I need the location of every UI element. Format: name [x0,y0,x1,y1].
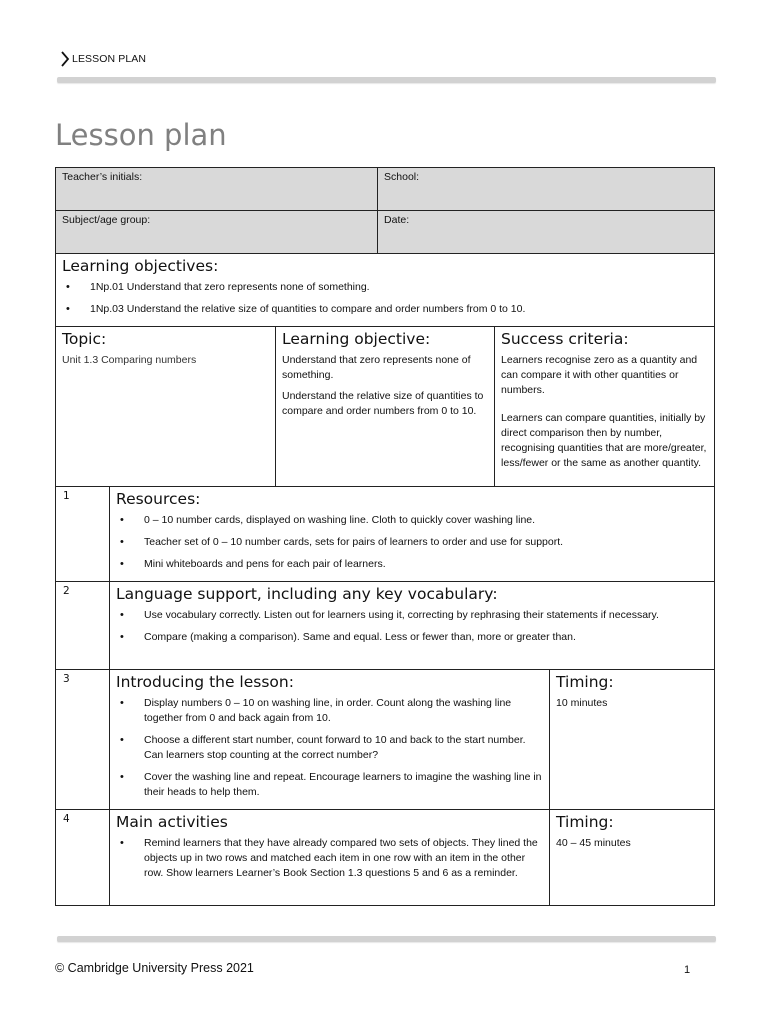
running-header [60,51,146,67]
resources-heading: Resources: [116,490,201,508]
list-item: • Teacher set of 0 – 10 number cards, sets for pairs of learners to order and use for support. [116,535,708,550]
list-item: • Cover the washing line and repeat. Encourage learners to imagine the washing line in their heads to help them. [116,770,543,800]
success-criteria-text: Learners can compare quantities, initially by direct comparison then by number, recognising quantities that are more/greater, less/fewer or the same as another quantity. [501,412,707,469]
chevron-right-icon [60,51,70,67]
list-item: • 1Np.01 Understand that zero represents none of something. [62,280,708,295]
section-number: 2 [56,582,110,670]
date-cell[interactable] [378,211,715,254]
teacher-initials-cell[interactable] [56,168,378,211]
main-activities-heading: Main activities [116,813,228,831]
list-item: • Use vocabulary correctly. Listen out for learners using it, correcting by rephrasing their statements if necessary. [116,608,708,623]
language-support-cell [110,582,715,670]
timing-value: 10 minutes [556,697,608,709]
footer-divider [57,936,716,942]
learning-objective-cell [276,327,495,487]
school-label: School: [384,171,420,183]
school-cell[interactable] [378,168,715,211]
list-item: • Compare (making a comparison). Same and equal. Less or fewer than, more or greater than. [116,630,708,645]
teacher-initials-label: Teacher’s initials: [62,171,143,183]
header-divider [57,77,716,83]
topic-heading: Topic: [62,330,107,348]
timing-cell [550,670,715,810]
learning-objective-text: Understand that zero represents none of something. [282,354,471,381]
introducing-lesson-heading: Introducing the lesson: [116,673,294,691]
list-item: • 0 – 10 number cards, displayed on washing line. Cloth to quickly cover washing line. [116,513,708,528]
topic-text: Unit 1.3 Comparing numbers [62,354,197,366]
learning-objective-text: Understand the relative size of quantities to compare and order numbers from 0 to 10. [282,390,484,417]
page-number: 1 [684,964,691,976]
topic-cell [56,327,276,487]
list-item: • Display numbers 0 – 10 on washing line, in order. Count along the washing line together from 0 and back again from 10. [116,696,543,726]
main-activities-cell [110,810,550,906]
resources-cell [110,487,715,582]
copyright-notice: © Cambridge University Press 2021 [55,961,254,975]
section-number: 3 [56,670,110,810]
language-support-heading: Language support, including any key vocabulary: [116,585,498,603]
section-number: 4 [56,810,110,906]
date-label: Date: [384,214,410,226]
section-number: 1 [56,487,110,582]
success-criteria-heading: Success criteria: [501,330,629,348]
timing-heading: Timing: [556,813,614,831]
list-item: • Choose a different start number, count forward to 10 and back to the start number. Can learners stop counting at the correct number? [116,733,543,763]
introducing-lesson-cell [110,670,550,810]
header-label: LESSON PLAN [72,53,147,65]
list-item: • Remind learners that they have already compared two sets of objects. They lined the objects up in two rows and matched each item in one row with an item in the other row. Show learners Learner’s Book Section 1.3 questions 5 and 6 as a reminder. [116,836,543,881]
learning-objective-heading: Learning objective: [282,330,431,348]
list-item: • 1Np.03 Understand the relative size of quantities to compare and order numbers from 0 to 10. [62,302,708,317]
timing-heading: Timing: [556,673,614,691]
subject-age-cell[interactable] [56,211,378,254]
list-item: • Mini whiteboards and pens for each pair of learners. [116,557,708,572]
success-criteria-cell [495,327,715,487]
page-title: Lesson plan [55,118,227,152]
subject-age-label: Subject/age group: [62,214,151,226]
success-criteria-text: Learners recognise zero as a quantity and can compare it with other quantities or numbers. [501,354,698,396]
timing-value: 40 – 45 minutes [556,837,631,849]
lesson-plan-table [55,167,715,906]
learning-objectives-cell [56,254,715,327]
timing-cell [550,810,715,906]
learning-objectives-heading: Learning objectives: [62,257,219,275]
